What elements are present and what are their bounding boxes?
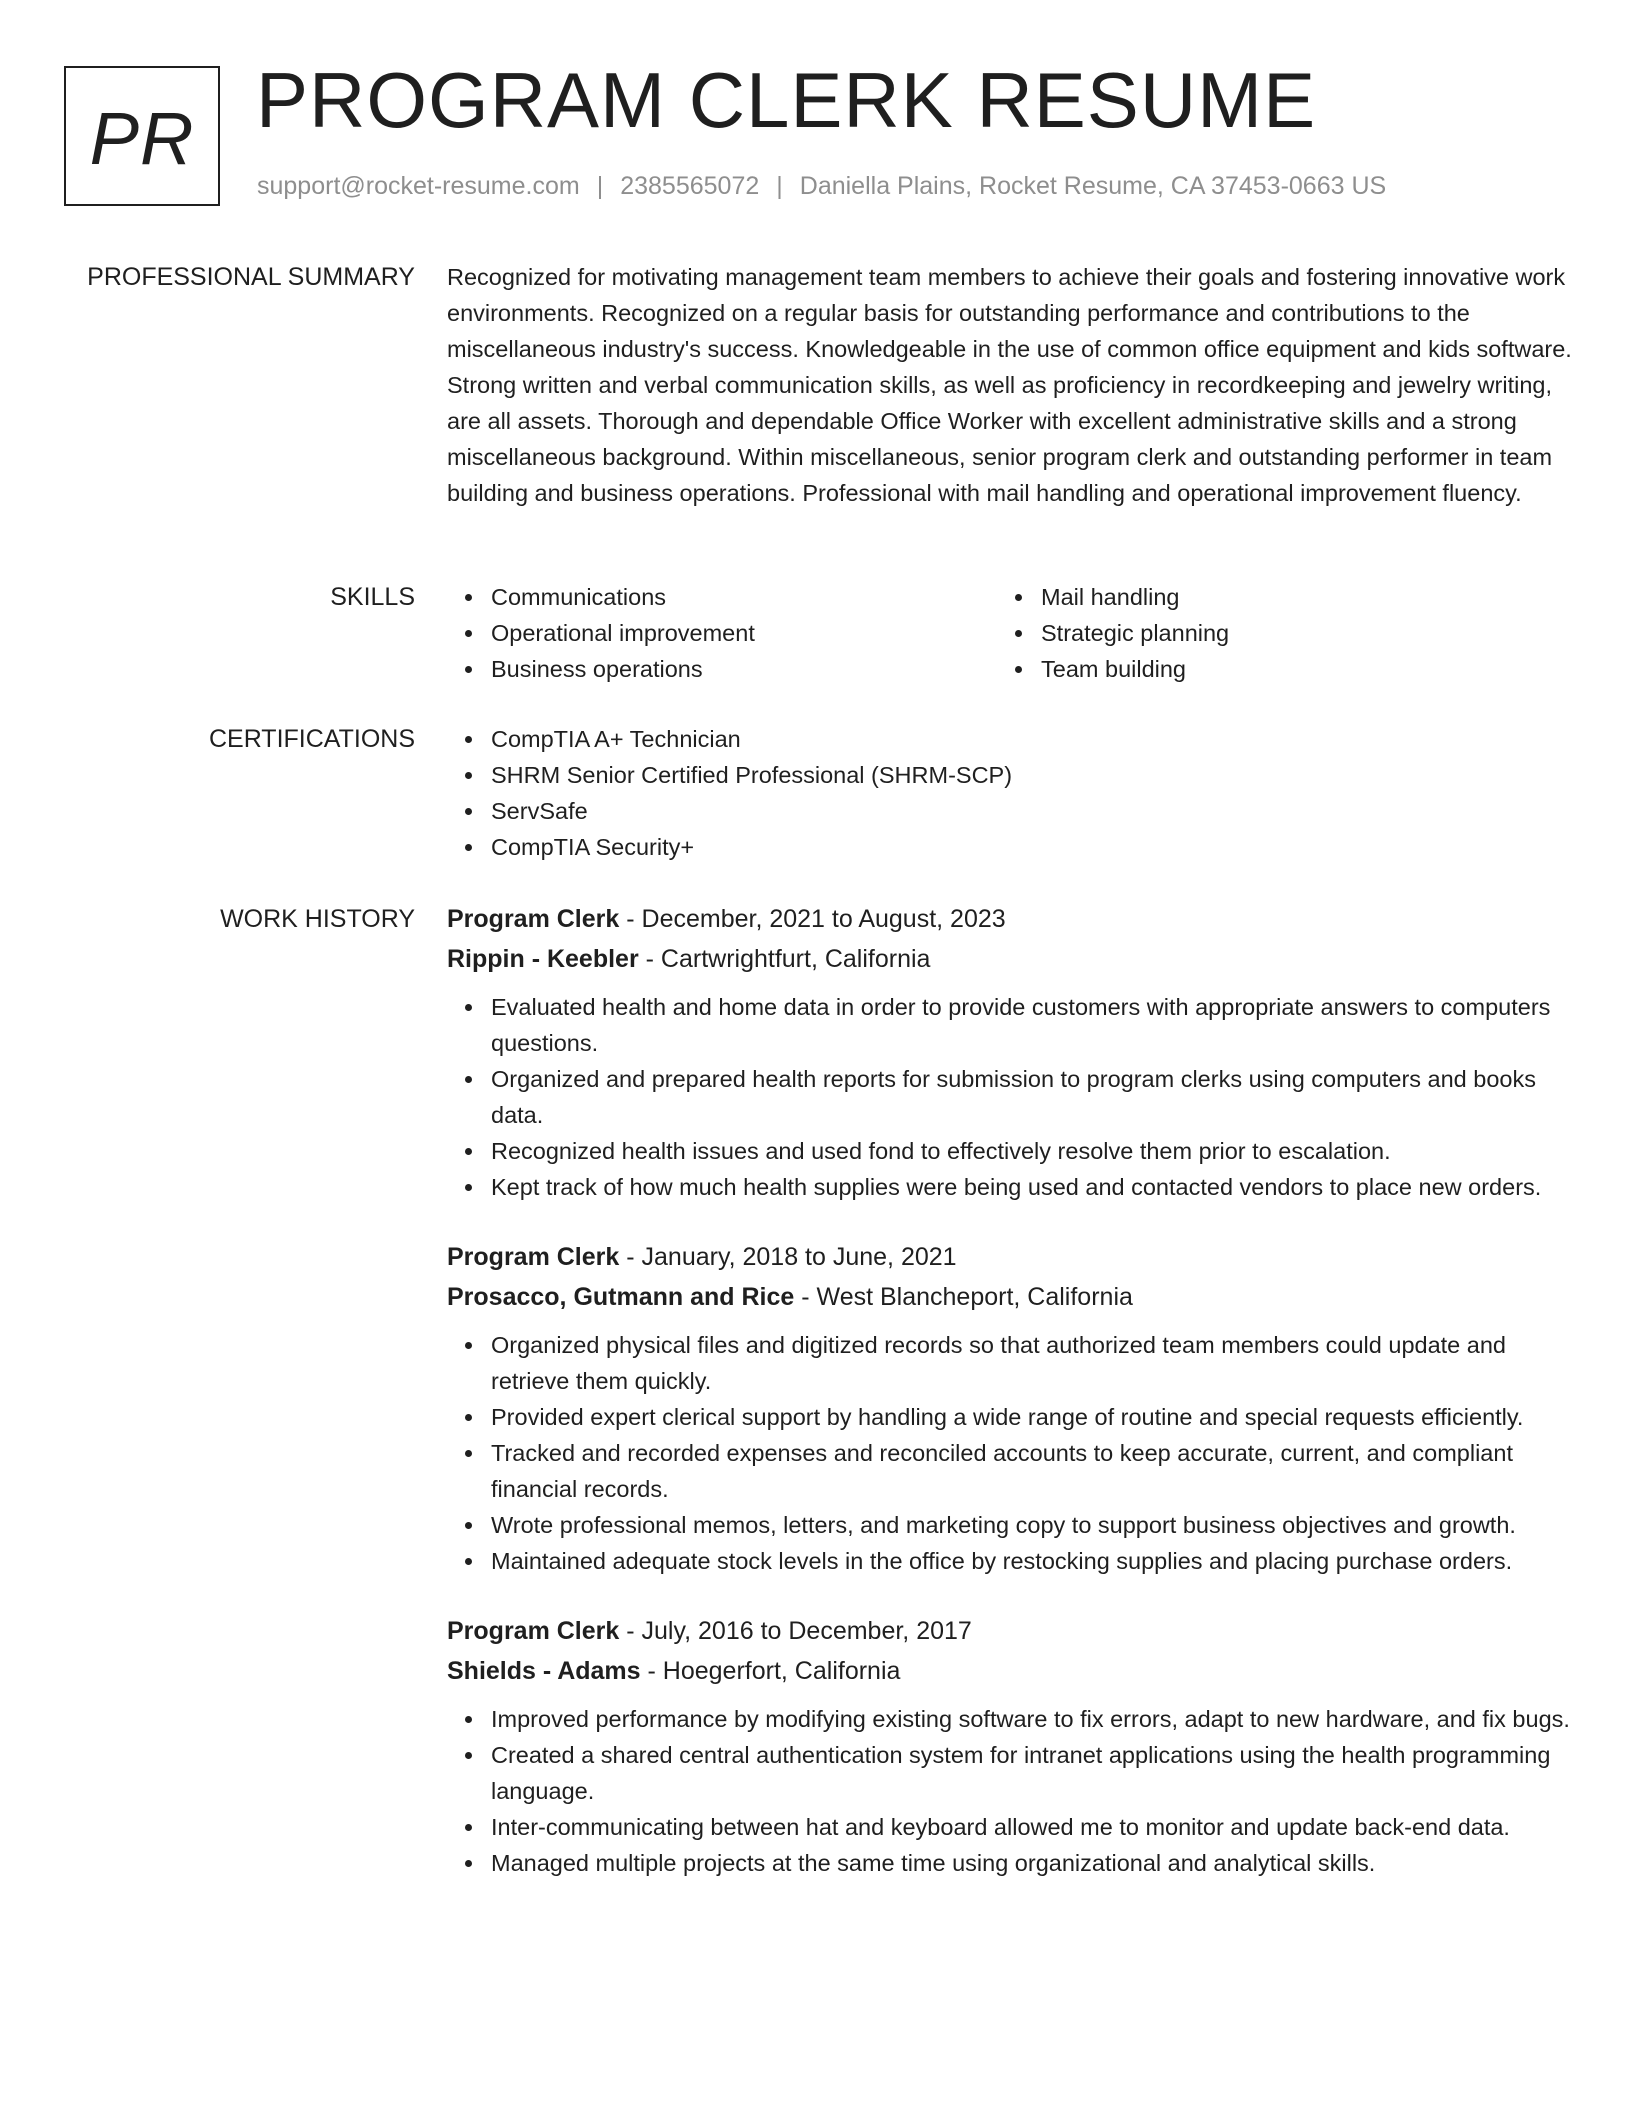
section-label-skills: SKILLS — [330, 583, 415, 611]
job-company: Shields - Adams — [447, 1657, 641, 1685]
job-title-line — [447, 899, 1572, 939]
skill-item: Mail handling — [1041, 579, 1547, 615]
job-bullet: Tracked and recorded expenses and reconciled accounts to keep accurate, current, and compliant financial records. — [491, 1435, 1572, 1507]
job-company: Rippin - Keebler — [447, 945, 639, 973]
job-bullet: Wrote professional memos, letters, and marketing copy to support business objectives and growth. — [491, 1507, 1572, 1543]
job-entry — [447, 899, 1572, 1205]
job-bullet: Created a shared central authentication system for intranet applications using the health programming language. — [491, 1737, 1572, 1809]
job-bullet: Inter-communicating between hat and keyboard allowed me to monitor and update back-end data. — [491, 1809, 1572, 1845]
job-bullet: Provided expert clerical support by handling a wide range of routine and special requests efficiently. — [491, 1399, 1572, 1435]
job-bullet: Managed multiple projects at the same time using organizational and analytical skills. — [491, 1845, 1572, 1881]
job-bullets — [447, 1701, 1572, 1881]
contact-phone[interactable]: 2385565072 — [620, 172, 760, 200]
skill-item: Operational improvement — [491, 615, 997, 651]
job-location: - West Blancheport, California — [794, 1283, 1133, 1311]
skills-list-right — [997, 579, 1547, 687]
summary-text: Recognized for motivating management team members to achieve their goals and fostering innovative work environments. Recognized on a regular basis for outstanding performance and contributions to the miscellaneous industry's success. Knowledgeable in the use of common office equipment and kids software. Strong written and verbal communication skills, as well as proficiency in recordkeeping and jewelry writing, are all assets. Thorough and dependable Office Worker with excellent administrative skills and a strong miscellaneous background. Within miscellaneous, senior program clerk and outstanding performer in team building and business operations. Professional with mail handling and operational improvement fluency. — [447, 264, 1572, 506]
contact-line — [257, 172, 1386, 201]
skill-item: Team building — [1041, 651, 1547, 687]
job-bullet: Kept track of how much health supplies were being used and contacted vendors to place new orders. — [491, 1169, 1572, 1205]
job-bullets — [447, 989, 1572, 1205]
monogram-badge — [64, 66, 220, 206]
skill-item: Business operations — [491, 651, 997, 687]
job-company: Prosacco, Gutmann and Rice — [447, 1283, 795, 1311]
job-bullet: Maintained adequate stock levels in the office by restocking supplies and placing purchase orders. — [491, 1543, 1572, 1579]
skills-list-left — [447, 579, 997, 687]
monogram-initials: PR — [89, 96, 195, 180]
certification-item: CompTIA A+ Technician — [491, 721, 1572, 757]
contact-email[interactable]: support@rocket-resume.com — [257, 172, 580, 200]
job-dates: - January, 2018 to June, 2021 — [619, 1243, 957, 1271]
job-title: Program Clerk — [447, 905, 620, 933]
certification-item: CompTIA Security+ — [491, 829, 1572, 865]
skills-grid — [447, 579, 1572, 687]
work-history-body — [447, 899, 1572, 1913]
job-bullet: Organized and prepared health reports for submission to program clerks using computers and books data. — [491, 1061, 1572, 1133]
job-title-line — [447, 1611, 1572, 1651]
contact-separator: | — [596, 172, 604, 200]
summary-body — [447, 259, 1572, 511]
job-dates: - December, 2021 to August, 2023 — [619, 905, 1006, 933]
job-entry — [447, 1237, 1572, 1579]
job-entry — [447, 1611, 1572, 1881]
certification-item: SHRM Senior Certified Professional (SHRM-SCP) — [491, 757, 1572, 793]
certifications-body — [447, 721, 1572, 865]
skill-item: Strategic planning — [1041, 615, 1547, 651]
certifications-list — [447, 721, 1572, 865]
job-bullet: Recognized health issues and used fond to effectively resolve them prior to escalation. — [491, 1133, 1572, 1169]
job-location: - Hoegerfort, California — [640, 1657, 901, 1685]
job-title: Program Clerk — [447, 1243, 620, 1271]
resume-title: PROGRAM CLERK RESUME — [256, 56, 1317, 144]
job-dates: - July, 2016 to December, 2017 — [619, 1617, 972, 1645]
job-company-line — [447, 1651, 1572, 1691]
job-company-line — [447, 939, 1572, 979]
section-label-work-history: WORK HISTORY — [220, 905, 415, 933]
certification-item: ServSafe — [491, 793, 1572, 829]
job-company-line — [447, 1277, 1572, 1317]
job-title-line — [447, 1237, 1572, 1277]
job-bullet: Organized physical files and digitized records so that authorized team members could update and retrieve them quickly. — [491, 1327, 1572, 1399]
job-bullet: Improved performance by modifying existing software to fix errors, adapt to new hardware, and fix bugs. — [491, 1701, 1572, 1737]
job-bullet: Evaluated health and home data in order to provide customers with appropriate answers to computers questions. — [491, 989, 1572, 1061]
skill-item: Communications — [491, 579, 997, 615]
job-location: - Cartwrightfurt, California — [638, 945, 931, 973]
contact-address: Daniella Plains, Rocket Resume, CA 37453-0663 US — [799, 172, 1387, 200]
section-label-certifications: CERTIFICATIONS — [208, 725, 415, 753]
job-bullets — [447, 1327, 1572, 1579]
section-label-summary: PROFESSIONAL SUMMARY — [87, 263, 415, 291]
contact-separator: | — [776, 172, 783, 200]
job-title: Program Clerk — [447, 1617, 620, 1645]
